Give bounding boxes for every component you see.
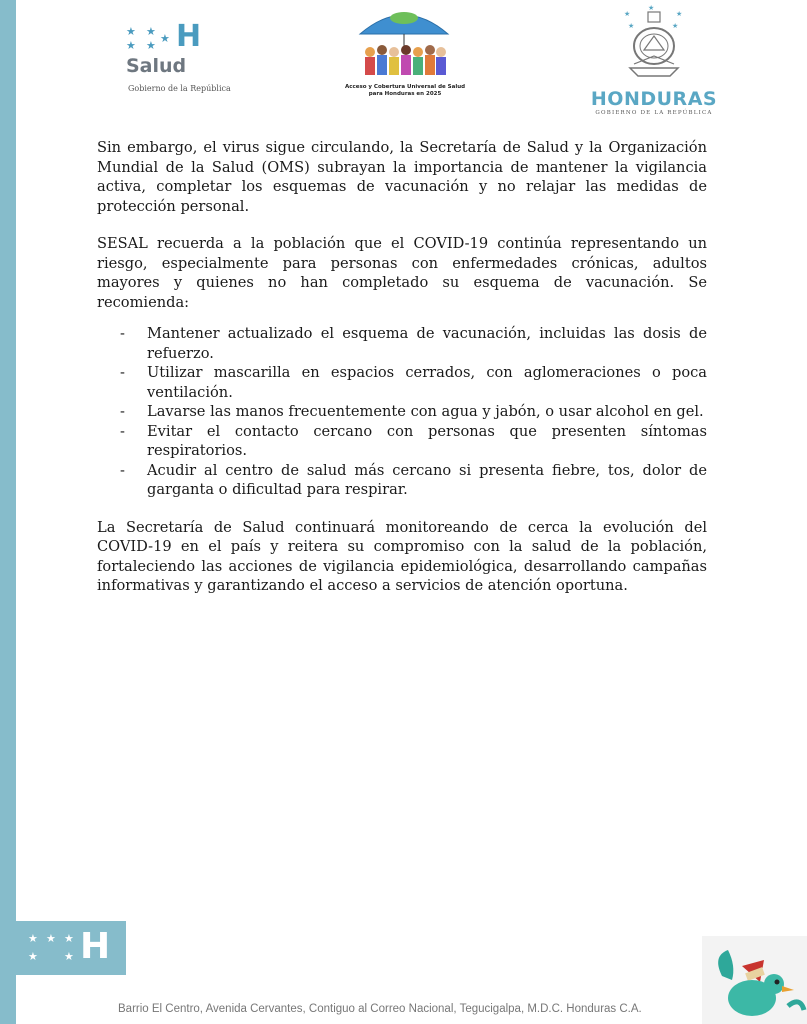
- campaign-caption-line-2: para Honduras en 2025: [368, 91, 442, 97]
- dash-bullet-icon: -: [120, 461, 125, 479]
- campaign-logo: [340, 4, 470, 104]
- turquoise-bird-mascot-icon: [702, 936, 807, 1024]
- honduras-logo-subtitle: GOBIERNO DE LA REPÚBLICA: [595, 110, 713, 116]
- paragraph-1: Sin embargo, el virus sigue circulando, la Secretaría de Salud y la Organización Mundial de la Salud (OMS) subrayan la importancia de mantener la vigilancia activa, completar los esquemas de vacunación y no relajar las medidas de protección personal.: [97, 139, 707, 215]
- list-item: [120, 363, 707, 402]
- footer-star-icon: ★: [28, 932, 38, 945]
- salud-h-mark: H: [176, 19, 202, 54]
- recommendations-list: [97, 324, 707, 500]
- list-item: [120, 324, 707, 363]
- campaign-caption-line-1: Acceso y Cobertura Universal de Salud: [344, 84, 466, 90]
- svg-text:★: ★: [628, 22, 635, 30]
- dash-bullet-icon: -: [120, 325, 125, 342]
- honduras-logo: [584, 4, 724, 120]
- list-item-text: Lavarse las manos frecuentemente con agua y jabón, o usar alcohol en gel.: [147, 403, 704, 420]
- list-item: [120, 402, 707, 422]
- list-item: [120, 422, 707, 461]
- footer-h-mark: H: [80, 926, 111, 967]
- footer-star-icon: ★: [64, 932, 74, 945]
- honduras-logo-name: HONDURAS: [590, 88, 718, 110]
- salud-logo: [124, 19, 234, 96]
- dash-bullet-icon: -: [120, 422, 125, 440]
- list-item-text: Acudir al centro de salud más cercano si presenta fiebre, tos, dolor de garganta o dificultad para respirar.: [147, 461, 707, 498]
- svg-text:★: ★: [676, 10, 683, 18]
- campaign-logo-caption: [340, 84, 470, 98]
- document-body: [97, 138, 707, 614]
- list-item-text: Evitar el contacto cercano con personas que presenten síntomas respiratorios.: [147, 422, 707, 459]
- paragraph-2: SESAL recuerda a la población que el COVID-19 continúa representando un riesgo, especialmente para personas con enfermedades crónicas, adultos mayores y quienes no han completado su esquema de vacunación. Se recomienda:: [97, 235, 707, 311]
- footer-star-icon: ★: [46, 932, 56, 945]
- salud-logo-subtitle: Gobierno de la República: [128, 84, 231, 93]
- list-item-text: Utilizar mascarilla en espacios cerrados, con aglomeraciones o poca ventilación.: [147, 364, 707, 401]
- umbrella-people-icon: [354, 4, 454, 84]
- left-accent-bar: [0, 0, 16, 1024]
- footer-h-logo: [16, 921, 126, 975]
- list-item: [120, 461, 707, 500]
- dash-bullet-icon: -: [120, 403, 125, 420]
- footer-star-icon: ★: [28, 950, 38, 963]
- salud-logo-name: Salud: [126, 55, 187, 77]
- list-item-text: Mantener actualizado el esquema de vacunación, incluidas las dosis de refuerzo.: [147, 325, 707, 362]
- footer-address: Barrio El Centro, Avenida Cervantes, Contiguo al Correo Nacional, Tegucigalpa, M.D.C. Honduras C.A.: [118, 1003, 642, 1015]
- salud-stars-icon: ★ ★ ★ ★ ★: [126, 25, 170, 52]
- footer-star-icon: ★: [64, 950, 74, 963]
- paragraph-3: La Secretaría de Salud continuará monitoreando de cerca la evolución del COVID-19 en el país y reitera su compromiso con la salud de la población, fortaleciendo las acciones de vigilancia epidemiológica, desarrollando campañas informativas y garantizando el acceso a servicios de atención oportuna.: [97, 518, 707, 594]
- svg-text:★: ★: [672, 22, 679, 30]
- svg-text:★: ★: [648, 4, 655, 12]
- svg-text:★: ★: [624, 10, 631, 18]
- coat-of-arms-icon: [618, 4, 690, 84]
- dash-bullet-icon: -: [120, 364, 125, 381]
